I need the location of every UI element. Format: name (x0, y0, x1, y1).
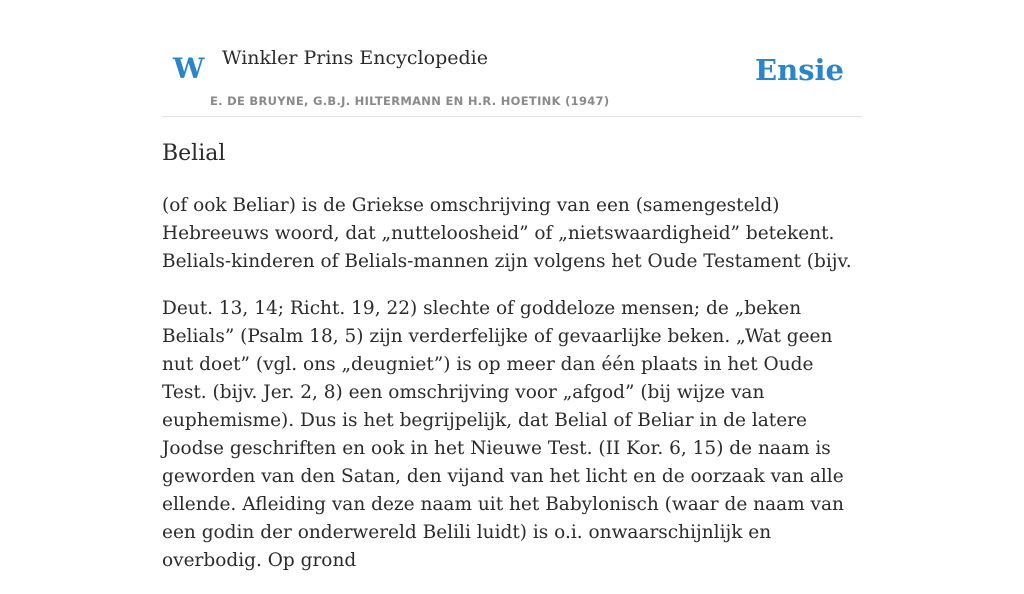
article-body (162, 192, 862, 594)
article-paragraph-2: Deut. 13, 14; Richt. 19, 22) slechte of goddeloze mensen; de „beken Belials” (Psalm 18, 5) zijn verderfelijke of gevaarlijke beken. „Wat geen nut doet” (vgl. ons „deugniet”) is op meer dan één plaats in het Oude Test. (bijv. Jer. 2, 8) een omschrijving voor „afgod” (bij wijze van euphemisme). Dus is het begrijpelijk, dat Belial of Beliar in de latere Joodse geschriften en ook in het Nieuwe Test. (II Kor. 6, 15) de naam is geworden van den Satan, den vijand van het licht en de oorzaak van alle ellende. Afleiding van deze naam uit het Babylonisch (waar de naam van een godin der onderwereld Belili luidt) is o.i. onwaarschijnlijk en overbodig. Op grond (162, 298, 844, 571)
winkler-prins-logo[interactable]: W (173, 52, 205, 85)
article-title: Belial (162, 141, 226, 166)
article-paragraph-1: (of ook Beliar) is de Griekse omschrijving van een (samengesteld) Hebreeuws woord, dat „nutteloosheid” of „nietswaardigheid” betekent. Belials-kinderen of Belials-mannen zijn volgens het Oude Testament (bijv. (162, 195, 852, 272)
source-authors: E. DE BRUYNE, G.B.J. HILTERMANN EN H.R. HOETINK (1947) (210, 94, 610, 108)
ensie-logo-link[interactable]: Ensie (755, 53, 844, 87)
source-title[interactable]: Winkler Prins Encyclopedie (222, 47, 488, 69)
header (162, 0, 862, 117)
